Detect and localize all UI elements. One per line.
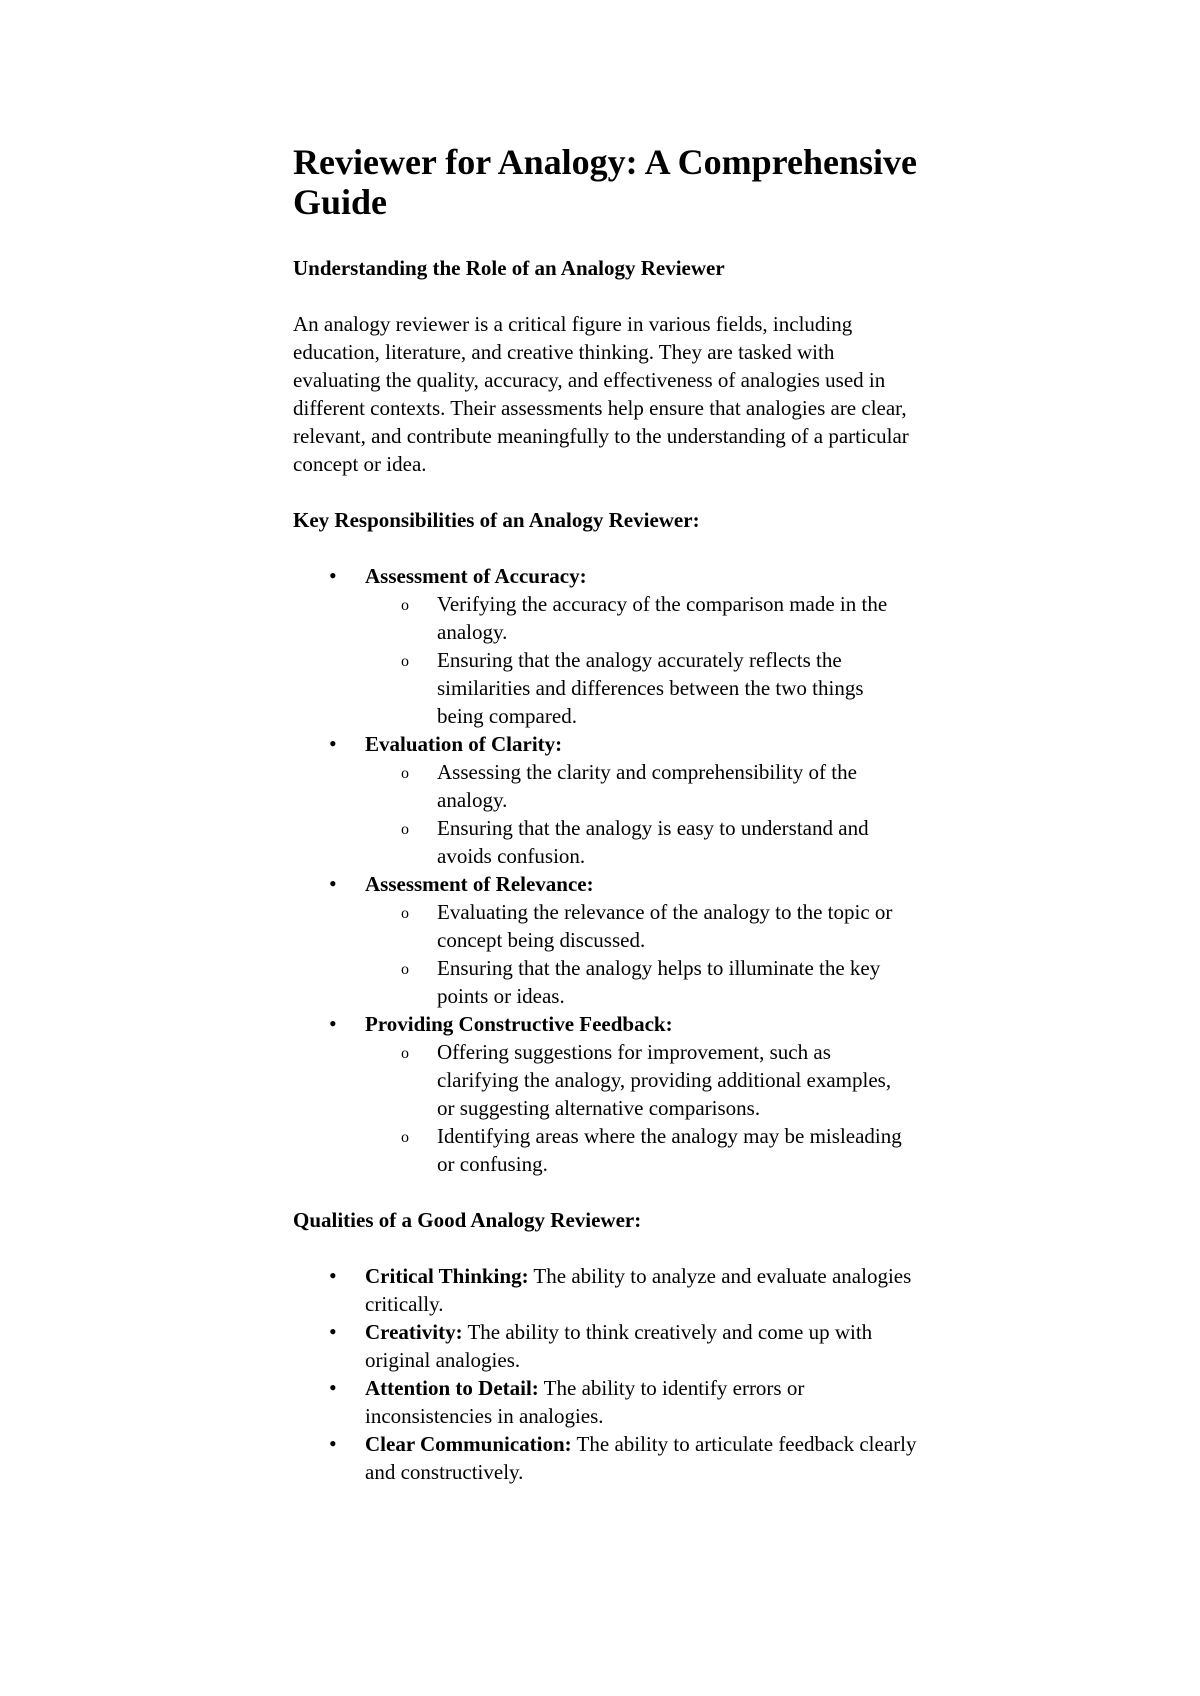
sub-bullet-icon: o xyxy=(401,1129,409,1146)
sub-list-item xyxy=(365,590,923,646)
bullet-icon: • xyxy=(329,731,337,756)
list-item-label: Assessment of Accuracy: xyxy=(365,564,587,588)
list-item-text: The ability to articulate feedback clearly and constructively. xyxy=(365,1432,917,1484)
list-item xyxy=(293,1430,923,1486)
sub-list-item-text: Offering suggestions for improvement, such as clarifying the analogy, providing additional examples, or suggesting alternative comparisons. xyxy=(437,1040,892,1120)
list-item xyxy=(293,562,923,730)
section-heading-responsibilities: Key Responsibilities of an Analogy Reviewer: xyxy=(293,508,700,532)
sub-list-item xyxy=(365,1122,923,1178)
intro-paragraph: An analogy reviewer is a critical figure in various fields, including education, literature, and creative thinking. They are tasked with evaluating the quality, accuracy, and effectiveness of analogies used in different contexts. Their assessments help ensure that analogies are clear, relevant, and contribute meaningfully to the understanding of a particular concept or idea. xyxy=(293,312,909,476)
list-item xyxy=(293,870,923,1010)
sub-list-item-text: Ensuring that the analogy helps to illuminate the key points or ideas. xyxy=(437,956,881,1008)
bullet-icon: • xyxy=(329,1319,337,1344)
list-item-text: The ability to identify errors or inconsistencies in analogies. xyxy=(365,1376,805,1428)
list-item-label: Attention to Detail: xyxy=(365,1376,539,1400)
sub-list-item-text: Ensuring that the analogy accurately reflects the similarities and differences between the two things being compared. xyxy=(437,648,864,728)
sub-bullet-icon: o xyxy=(401,961,409,978)
bullet-icon: • xyxy=(329,1375,337,1400)
sub-list xyxy=(365,758,923,870)
list-item xyxy=(293,1374,923,1430)
bullet-icon: • xyxy=(329,871,337,896)
sub-list-item xyxy=(365,814,923,870)
sub-bullet-icon: o xyxy=(401,905,409,922)
list-item-label: Evaluation of Clarity: xyxy=(365,732,563,756)
bullet-icon: • xyxy=(329,1263,337,1288)
sub-list-item xyxy=(365,954,923,1010)
list-item-label: Critical Thinking: xyxy=(365,1264,529,1288)
bullet-icon: • xyxy=(329,1011,337,1036)
list-item xyxy=(293,1262,923,1318)
section-heading-role: Understanding the Role of an Analogy Reviewer xyxy=(293,256,725,280)
sub-list-item-text: Ensuring that the analogy is easy to understand and avoids confusion. xyxy=(437,816,869,868)
sub-list-item-text: Evaluating the relevance of the analogy to the topic or concept being discussed. xyxy=(437,900,893,952)
sub-list-item xyxy=(365,898,923,954)
responsibilities-list xyxy=(293,562,923,1178)
list-item xyxy=(293,1010,923,1178)
sub-list-item xyxy=(365,1038,923,1122)
list-item-text: The ability to think creatively and come up with original analogies. xyxy=(365,1320,873,1372)
document-page xyxy=(293,142,923,1486)
list-item xyxy=(293,730,923,870)
sub-bullet-icon: o xyxy=(401,765,409,782)
sub-bullet-icon: o xyxy=(401,821,409,838)
sub-list-item xyxy=(365,646,923,730)
list-item-label: Assessment of Relevance: xyxy=(365,872,594,896)
list-item xyxy=(293,1318,923,1374)
sub-list xyxy=(365,898,923,1010)
list-item-label: Providing Constructive Feedback: xyxy=(365,1012,673,1036)
sub-list xyxy=(365,1038,923,1178)
sub-list xyxy=(365,590,923,730)
list-item-text: The ability to analyze and evaluate analogies critically. xyxy=(365,1264,912,1316)
sub-bullet-icon: o xyxy=(401,653,409,670)
sub-list-item-text: Verifying the accuracy of the comparison made in the analogy. xyxy=(437,592,888,644)
list-item-label: Creativity: xyxy=(365,1320,463,1344)
bullet-icon: • xyxy=(329,1431,337,1456)
document-title: Reviewer for Analogy: A Comprehensive Guide xyxy=(293,142,917,222)
sub-bullet-icon: o xyxy=(401,597,409,614)
sub-bullet-icon: o xyxy=(401,1045,409,1062)
bullet-icon: • xyxy=(329,563,337,588)
qualities-list xyxy=(293,1262,923,1486)
sub-list-item-text: Assessing the clarity and comprehensibility of the analogy. xyxy=(437,760,857,812)
sub-list-item-text: Identifying areas where the analogy may be misleading or confusing. xyxy=(437,1124,902,1176)
list-item-label: Clear Communication: xyxy=(365,1432,572,1456)
section-heading-qualities: Qualities of a Good Analogy Reviewer: xyxy=(293,1208,642,1232)
sub-list-item xyxy=(365,758,923,814)
